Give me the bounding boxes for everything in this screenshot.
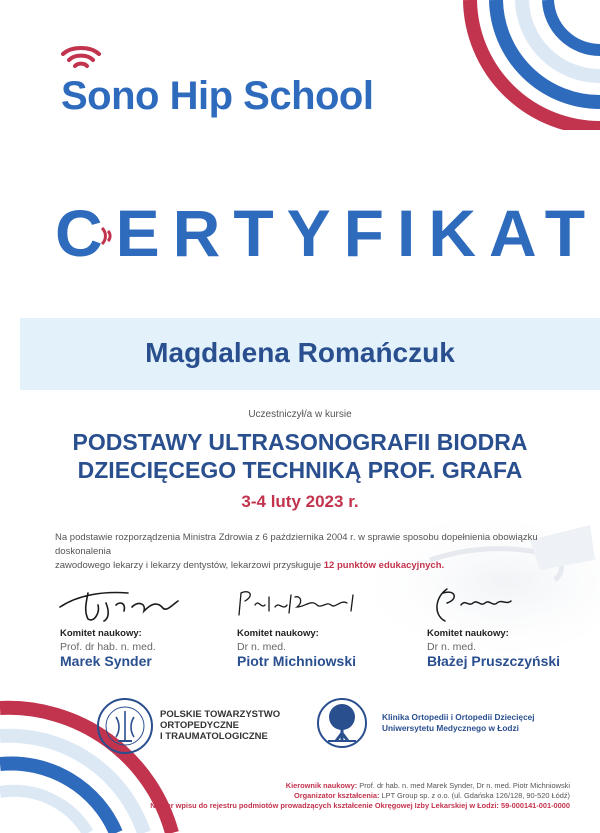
legal-basis <box>55 531 575 573</box>
clinic-line-2: Uniwersytetu Medycznego w Łodzi <box>382 723 519 733</box>
footer-registry-value: 59-000141-001-0000 <box>500 801 570 810</box>
participated-label: Uczestniczył/a w kursie <box>248 409 352 420</box>
signature-michniowski-icon <box>235 585 365 625</box>
certificate-title <box>55 195 599 270</box>
signature-name: Piotr Michniowski <box>237 653 357 669</box>
legal-basis-line-2: zawodowego lekarzy i lekarzy dentystów, lekarzowi przysługuje <box>55 560 322 571</box>
signature-title: Dr n. med. <box>237 641 287 653</box>
signature-label: Komitet naukowy: <box>427 628 509 639</box>
legal-basis-line-1: Na podstawie rozporządzenia Ministra Zdrowia z 6 października 2004 r. w sprawie sposobu dopełnienia obowiązku doskonalenia <box>55 532 538 557</box>
signature-title: Prof. dr hab. n. med. <box>60 641 156 653</box>
clinic-line-1: Klinika Ortopedii i Ortopedii Dziecięcej <box>382 712 535 722</box>
signature-synder-icon <box>58 585 188 625</box>
footer-registry-label: Numer wpisu do rejestru podmiotów prowadzących kształcenie Okręgowej Izby Lekarskiej w Łodzi: <box>150 801 499 810</box>
signal-waves-icon <box>59 40 103 70</box>
brand-name: Sono Hip School <box>61 74 374 118</box>
signature-pruszczynski-icon <box>425 585 555 625</box>
footer-head-value: Prof. dr hab. n. med Marek Synder, Dr n. med. Piotr Michniowski <box>359 781 570 790</box>
clinic-tree-icon <box>316 697 368 749</box>
brand-logo <box>55 40 415 130</box>
recipient-name: Magdalena Romańczuk <box>145 337 455 368</box>
signature-block-synder <box>58 585 228 669</box>
signature-label: Komitet naukowy: <box>60 628 142 639</box>
signature-name: Marek Synder <box>60 653 152 669</box>
ptoi-line-1: POLSKIE TOWARZYSTWO <box>160 709 281 720</box>
signature-block-michniowski <box>235 585 405 669</box>
signature-name: Błażej Pruszczyński <box>427 653 561 669</box>
clinic-name <box>382 712 535 734</box>
decorative-arcs-top <box>430 0 600 130</box>
signal-mark-icon <box>99 225 121 247</box>
course-title-line-1: PODSTAWY ULTRASONOGRAFII BIODRA <box>72 429 528 455</box>
footer-organizer-label: Organizator kształcenia: <box>294 791 380 800</box>
certificate-title-text: CERTYFIKAT <box>55 196 599 270</box>
footer <box>150 781 570 811</box>
education-points: 12 punktów edukacyjnych. <box>323 560 445 571</box>
signature-title: Dr n. med. <box>427 641 477 653</box>
ptoi-line-2: ORTOPEDYCZNE <box>160 720 240 731</box>
footer-organizer-value: LPT Group sp. z o.o. (ul. Gdańska 126/128, 90-520 Łódź) <box>381 791 570 800</box>
signature-label: Komitet naukowy: <box>237 628 319 639</box>
ptoi-name <box>160 709 280 742</box>
course-title <box>0 428 600 484</box>
footer-head-label: Kierownik naukowy: <box>285 781 358 790</box>
signature-block-pruszczynski <box>425 585 595 669</box>
course-title-line-2: DZIECIĘCEGO TECHNIKĄ PROF. GRAFA <box>77 457 523 483</box>
ptoi-seal-icon <box>96 697 154 755</box>
ptoi-line-3: I TRAUMATOLOGICZNE <box>160 731 268 742</box>
course-dates: 3-4 luty 2023 r. <box>241 492 359 511</box>
